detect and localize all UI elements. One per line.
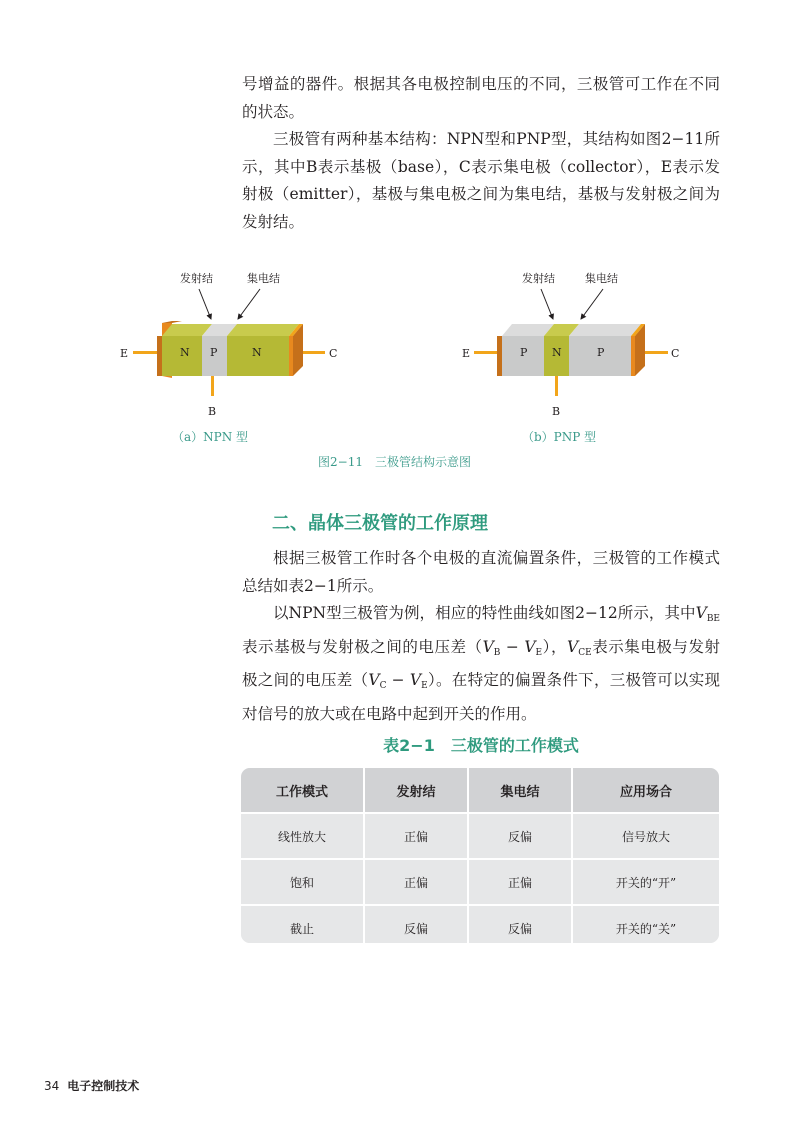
table-cell: 饱和 (241, 859, 364, 905)
pnp-subcaption: （b）PNP 型 (522, 430, 597, 444)
pnp-emitter-lead (474, 351, 497, 354)
pnp-base-label: B (552, 405, 561, 418)
table-header-row (241, 768, 719, 813)
pnp-region-n-label: N (552, 346, 562, 359)
pnp-collector-junction-arrow (581, 289, 603, 319)
pnp-emitter-label: E (462, 347, 471, 360)
npn-subcaption: （a）NPN 型 (172, 430, 249, 444)
npn-base-label: B (208, 405, 217, 418)
paragraph-npn-example: 以NPN型三极管为例，相应的特性曲线如图2−12所示，其中$V_{BE}$表示基极与发射极之间的电压差$(V_B - V_E)$，$V_{CE}$表示集电极与发射极之间的电压差$(V_C - V_E)$。在特定的偏置条件下，三极管可以实现对信号的放大或在电路中起到开关的作用。 (242, 604, 720, 723)
figure-transistor-structure (0, 255, 794, 470)
table-cell: 正偏 (364, 813, 468, 859)
figure-caption: 图2−11 三极管结构示意图 (318, 455, 471, 469)
table-row (241, 905, 719, 943)
npn-emitter-label: E (120, 347, 129, 360)
table-cell: 线性放大 (241, 813, 364, 859)
npn-collector-lead (303, 351, 325, 354)
npn-region-p-label: P (210, 346, 218, 359)
npn-emitter-junction-label: 发射结 (180, 272, 213, 285)
pnp-collector-junction-label: 集电结 (585, 272, 618, 285)
pnp-emitter-junction-label: 发射结 (522, 272, 555, 285)
pnp-region-p1-label: P (520, 346, 528, 359)
npn-emitter-junction-arrow (199, 289, 211, 319)
npn-base-lead (211, 376, 214, 396)
table-header-cell: 工作模式 (241, 768, 364, 813)
npn-region-n1-label: N (180, 346, 190, 359)
pnp-base-lead (555, 376, 558, 396)
table-row (241, 859, 719, 905)
pnp-emitter-junction-arrow (541, 289, 553, 319)
table-cell: 反偏 (468, 905, 572, 943)
table-cell: 反偏 (364, 905, 468, 943)
table-header-cell: 发射结 (364, 768, 468, 813)
pnp-transistor (462, 271, 679, 418)
table-cell: 开关的“开” (572, 859, 719, 905)
table-row (241, 813, 719, 859)
npn-collector-junction-arrow (238, 289, 260, 319)
table-cell: 截止 (241, 905, 364, 943)
paragraph-structures: 三极管有两种基本结构：NPN型和PNP型，其结构如图2−11所示，其中B表示基极（base），C表示集电极（collector），E表示发射极（emitter），基极与集电极之间为集电结，基极与发射极之间为发射结。 (242, 130, 720, 231)
table-header-cell: 应用场合 (572, 768, 719, 813)
paragraph-bias-modes: 根据三极管工作时各个电极的直流偏置条件，三极管的工作模式总结如表2−1所示。 (242, 549, 720, 595)
table-cell: 反偏 (468, 813, 572, 859)
paragraph-intro-end: 号增益的器件。根据其各电极控制电压的不同，三极管可工作在不同的状态。 (242, 75, 720, 121)
transistor-structure-diagram (0, 255, 794, 470)
table-cell: 信号放大 (572, 813, 719, 859)
npn-transistor (120, 271, 337, 418)
npn-region-n2-label: N (252, 346, 262, 359)
table-cell: 正偏 (364, 859, 468, 905)
section-heading: 二、晶体三极管的工作原理 (272, 513, 488, 534)
npn-collector-junction-label: 集电结 (247, 272, 280, 285)
table-cell: 开关的“关” (572, 905, 719, 943)
npn-emitter-lead (133, 351, 157, 354)
table-cell: 正偏 (468, 859, 572, 905)
working-modes-table (241, 768, 719, 943)
npn-collector-label: C (329, 347, 338, 360)
table-title: 表2−1 三极管的工作模式 (383, 736, 579, 755)
page-number: 34 (44, 1079, 60, 1093)
table-header-cell: 集电结 (468, 768, 572, 813)
page-footer (44, 1077, 139, 1094)
pnp-collector-lead (645, 351, 668, 354)
book-title: 电子控制技术 (67, 1079, 140, 1093)
pnp-region-p2-label: P (597, 346, 605, 359)
pnp-collector-label: C (671, 347, 680, 360)
